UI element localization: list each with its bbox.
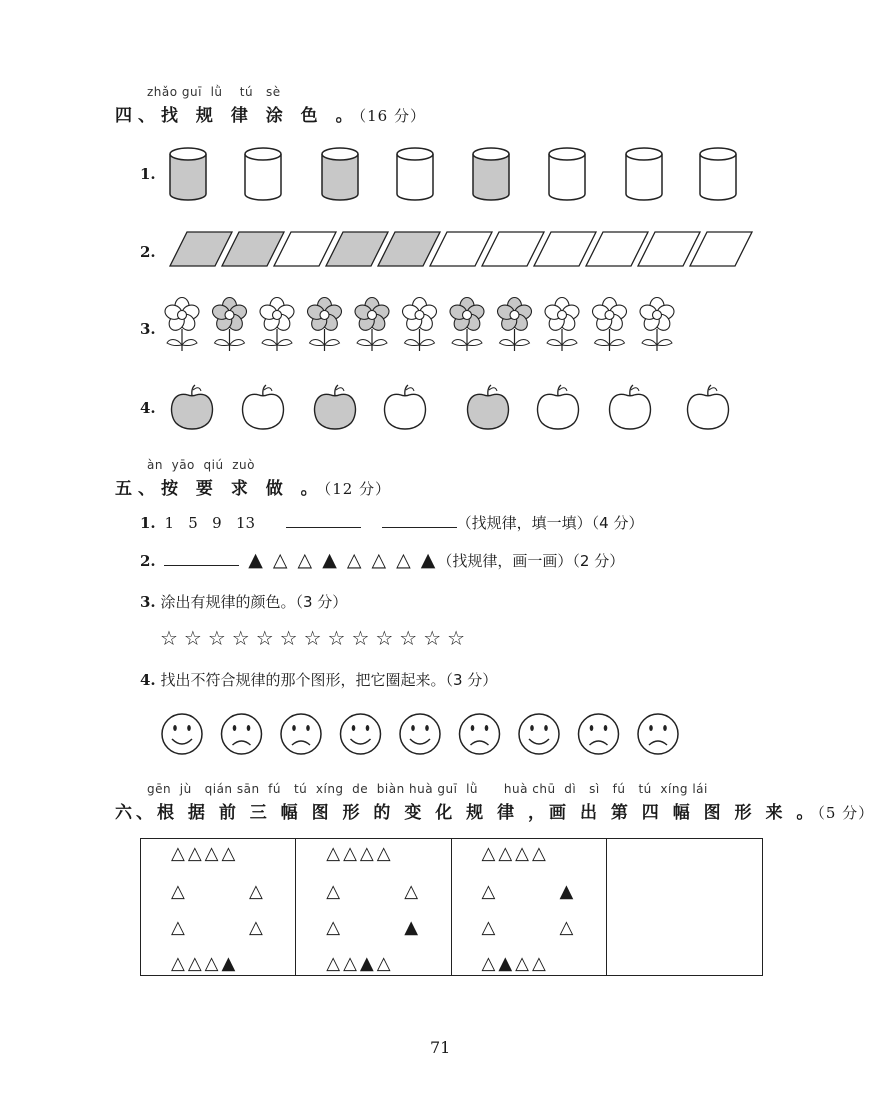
apple-row <box>160 383 760 431</box>
q5-3 <box>140 591 347 612</box>
q5-2-blank[interactable] <box>164 551 239 566</box>
apple-5[interactable] <box>468 385 509 429</box>
section6-pinyin: gēn jù qián sān fú tú xíng de biàn huà guī lǜ huà chū dì sì fú tú xíng lái <box>147 782 708 796</box>
smiley-face-icon[interactable] <box>400 714 440 754</box>
q5-1-number: 1. <box>140 514 156 532</box>
flower-10[interactable] <box>591 298 629 352</box>
q5-2-instruction: （找规律，画一画）（2 分） <box>437 552 625 570</box>
panel1-top-row: △△△△ <box>171 843 239 864</box>
apple-3[interactable] <box>315 385 356 429</box>
sad-face-icon[interactable] <box>638 714 678 754</box>
flower-1[interactable] <box>163 298 201 352</box>
cylinder-2[interactable] <box>245 148 281 200</box>
parallelogram-9[interactable] <box>586 232 648 266</box>
section5-title-text: 五、按 要 求 做 。 <box>115 479 324 499</box>
q4-3-number: 3. <box>140 320 156 338</box>
panel2-row2-left: △ <box>326 881 341 902</box>
q5-4-text: 找出不符合规律的那个图形，把它圈起来。（3 分） <box>160 671 498 689</box>
flower-9[interactable] <box>543 298 581 352</box>
section5-pinyin: àn yāo qiú zuò <box>147 458 255 472</box>
q5-2-number: 2. <box>140 552 156 570</box>
apple-4[interactable] <box>385 385 426 429</box>
parallelogram-8[interactable] <box>534 232 596 266</box>
q5-1-blank-1[interactable] <box>286 513 361 528</box>
section5-title <box>115 474 391 499</box>
pattern-panel-4-answer[interactable] <box>607 839 762 975</box>
pattern-panel-2 <box>296 839 451 975</box>
section6-title <box>115 798 874 823</box>
panel2-row2-right: △ <box>404 881 419 902</box>
section4-pinyin: zhǎo guī lǜ tú sè <box>147 85 281 99</box>
panel1-row2-left: △ <box>171 881 185 902</box>
flower-7[interactable] <box>448 298 486 352</box>
q5-3-text: 涂出有规律的颜色。（3 分） <box>160 593 348 611</box>
parallelogram-10[interactable] <box>638 232 700 266</box>
pattern-panel-3 <box>452 839 607 975</box>
q5-4 <box>140 669 497 690</box>
apple-1[interactable] <box>172 385 213 429</box>
cylinder-8[interactable] <box>700 148 736 200</box>
apple-6[interactable] <box>538 385 579 429</box>
q5-1 <box>140 512 643 533</box>
section6-title-text: 六、根 据 前 三 幅 图 形 的 变 化 规 律 ，画 出 第 四 幅 图 形 来 。 <box>115 803 818 823</box>
q5-1-sequence: 1 5 9 13 <box>164 514 256 532</box>
flower-5[interactable] <box>353 298 391 352</box>
cylinder-4[interactable] <box>397 148 433 200</box>
q5-1-instruction: （找规律，填一填）（4 分） <box>456 514 644 532</box>
parallelogram-2[interactable] <box>222 232 284 266</box>
section5-score: （12 分） <box>323 480 392 498</box>
flower-3[interactable] <box>258 298 296 352</box>
parallelogram-7[interactable] <box>482 232 544 266</box>
cylinder-3[interactable] <box>322 148 358 200</box>
cylinder-row <box>160 140 760 212</box>
parallelogram-row <box>160 228 760 272</box>
pattern-grid <box>140 838 763 976</box>
parallelogram-5[interactable] <box>378 232 440 266</box>
parallelogram-1[interactable] <box>170 232 232 266</box>
apple-8[interactable] <box>688 385 729 429</box>
panel1-row3-right: △ <box>249 917 263 938</box>
cylinder-1[interactable] <box>170 148 206 200</box>
flower-4[interactable] <box>306 298 344 352</box>
q5-2 <box>140 550 624 571</box>
flower-row <box>160 293 760 355</box>
panel1-row2-right: △ <box>249 881 263 902</box>
q4-4-number: 4. <box>140 399 156 417</box>
smiley-face-icon[interactable] <box>519 714 559 754</box>
sad-face-icon[interactable] <box>460 714 500 754</box>
panel2-bottom-row: △△▲△ <box>326 953 394 974</box>
smiley-face-icon[interactable] <box>341 714 381 754</box>
section4-title <box>115 101 426 126</box>
q5-1-blank-2[interactable] <box>382 513 457 528</box>
q4-2-number: 2. <box>140 243 156 261</box>
q5-4-number: 4. <box>140 671 156 689</box>
section6-score: （5 分） <box>817 804 874 822</box>
parallelogram-3[interactable] <box>274 232 336 266</box>
panel1-row3-left: △ <box>171 917 185 938</box>
panel2-top-row: △△△△ <box>326 843 394 864</box>
parallelogram-11[interactable] <box>690 232 752 266</box>
sad-face-icon[interactable] <box>281 714 321 754</box>
flower-8[interactable] <box>496 298 534 352</box>
parallelogram-4[interactable] <box>326 232 388 266</box>
sad-face-icon[interactable] <box>222 714 262 754</box>
q5-3-stars[interactable]: ☆☆☆☆☆☆☆☆☆☆☆☆☆ <box>160 626 472 650</box>
panel2-row3-right: ▲ <box>404 917 419 938</box>
panel1-bottom-row: △△△▲ <box>171 953 239 974</box>
panel2-row3-left: △ <box>326 917 341 938</box>
panel3-row2-left: △ <box>481 881 496 902</box>
smiley-face-icon[interactable] <box>162 714 202 754</box>
cylinder-5[interactable] <box>473 148 509 200</box>
panel3-row3-right: △ <box>559 917 574 938</box>
face-row <box>160 710 720 760</box>
q5-3-number: 3. <box>140 593 156 611</box>
apple-7[interactable] <box>610 385 651 429</box>
page-number: 71 <box>430 1038 451 1057</box>
parallelogram-6[interactable] <box>430 232 492 266</box>
panel3-bottom-row: △▲△△ <box>481 953 549 974</box>
panel3-top-row: △△△△ <box>481 843 549 864</box>
sad-face-icon[interactable] <box>579 714 619 754</box>
flower-2[interactable] <box>211 298 249 352</box>
pattern-panel-1 <box>141 839 296 975</box>
flower-6[interactable] <box>401 298 439 352</box>
panel3-row2-right: ▲ <box>559 881 574 902</box>
apple-2[interactable] <box>243 385 284 429</box>
panel3-row3-left: △ <box>481 917 496 938</box>
section4-score: （16 分） <box>358 107 426 125</box>
cylinder-7[interactable] <box>626 148 662 200</box>
section4-title-text: 四、找 规 律 涂 色 。 <box>115 106 359 126</box>
flower-11[interactable] <box>638 298 676 352</box>
q4-1-number: 1. <box>140 165 156 183</box>
q5-2-shapes: ▲ △ △ ▲ △ △ △ ▲ <box>248 549 438 571</box>
cylinder-6[interactable] <box>549 148 585 200</box>
